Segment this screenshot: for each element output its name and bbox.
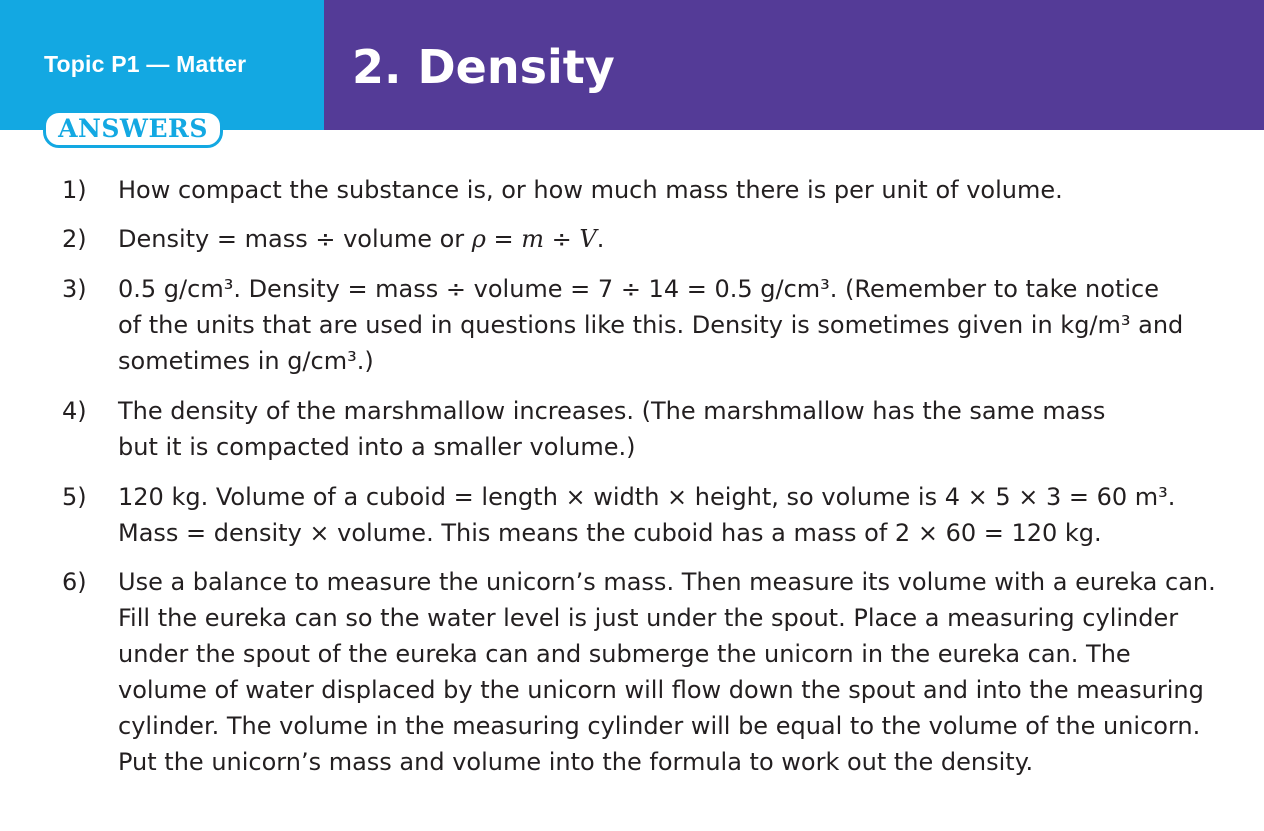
answer-line: but it is compacted into a smaller volume.): [118, 433, 636, 461]
answer-line: Fill the eureka can so the water level is just under the spout. Place a measuring cylinder: [118, 604, 1179, 632]
answer-text: [118, 172, 1063, 208]
answer-text: [118, 479, 1175, 551]
answer-line: volume of water displaced by the unicorn will flow down the spout and into the measuring: [118, 676, 1204, 704]
divide-sign: ÷: [544, 225, 580, 253]
formula-prefix: Density = mass ÷ volume or: [118, 225, 472, 253]
formula-end: .: [596, 225, 605, 253]
volume-symbol: V: [579, 225, 597, 253]
answer-line: [118, 221, 604, 257]
answer-number: 1): [62, 176, 87, 204]
answer-number: 2): [62, 225, 87, 253]
answer-number: 6): [62, 568, 87, 596]
answer-line: cylinder. The volume in the measuring cylinder will be equal to the volume of the unicorn.: [118, 712, 1201, 740]
answer-text: [118, 393, 1105, 465]
page-title: 2. Density: [352, 40, 615, 94]
answer-line: Put the unicorn’s mass and volume into the formula to work out the density.: [118, 748, 1034, 776]
mass-symbol: m: [521, 225, 545, 253]
answer-text: [118, 221, 604, 257]
answer-number: 3): [62, 275, 87, 303]
equals-sign: =: [485, 225, 522, 253]
answer-line: sometimes in g/cm³.): [118, 347, 374, 375]
answer-line: 0.5 g/cm³. Density = mass ÷ volume = 7 ÷ 14 = 0.5 g/cm³. (Remember to take notice: [118, 275, 1159, 303]
answer-line: under the spout of the eureka can and submerge the unicorn in the eureka can. The: [118, 640, 1131, 668]
answer-text: [118, 564, 1216, 780]
answer-line: Use a balance to measure the unicorn’s mass. Then measure its volume with a eureka can.: [118, 568, 1216, 596]
answer-line: How compact the substance is, or how much mass there is per unit of volume.: [118, 176, 1063, 204]
answers-badge: ANSWERS: [43, 110, 223, 148]
answer-text: [118, 271, 1183, 379]
rho-symbol: ρ: [471, 225, 486, 253]
answer-number: 5): [62, 483, 87, 511]
answer-line: of the units that are used in questions like this. Density is sometimes given in kg/m³ and: [118, 311, 1184, 339]
answer-line: The density of the marshmallow increases. (The marshmallow has the same mass: [118, 397, 1106, 425]
answer-line: Mass = density × volume. This means the cuboid has a mass of 2 × 60 = 120 kg.: [118, 519, 1102, 547]
answer-line: 120 kg. Volume of a cuboid = length × width × height, so volume is 4 × 5 × 3 = 60 m³.: [118, 483, 1176, 511]
answer-number: 4): [62, 397, 87, 425]
topic-label: Topic P1 — Matter: [44, 51, 247, 77]
